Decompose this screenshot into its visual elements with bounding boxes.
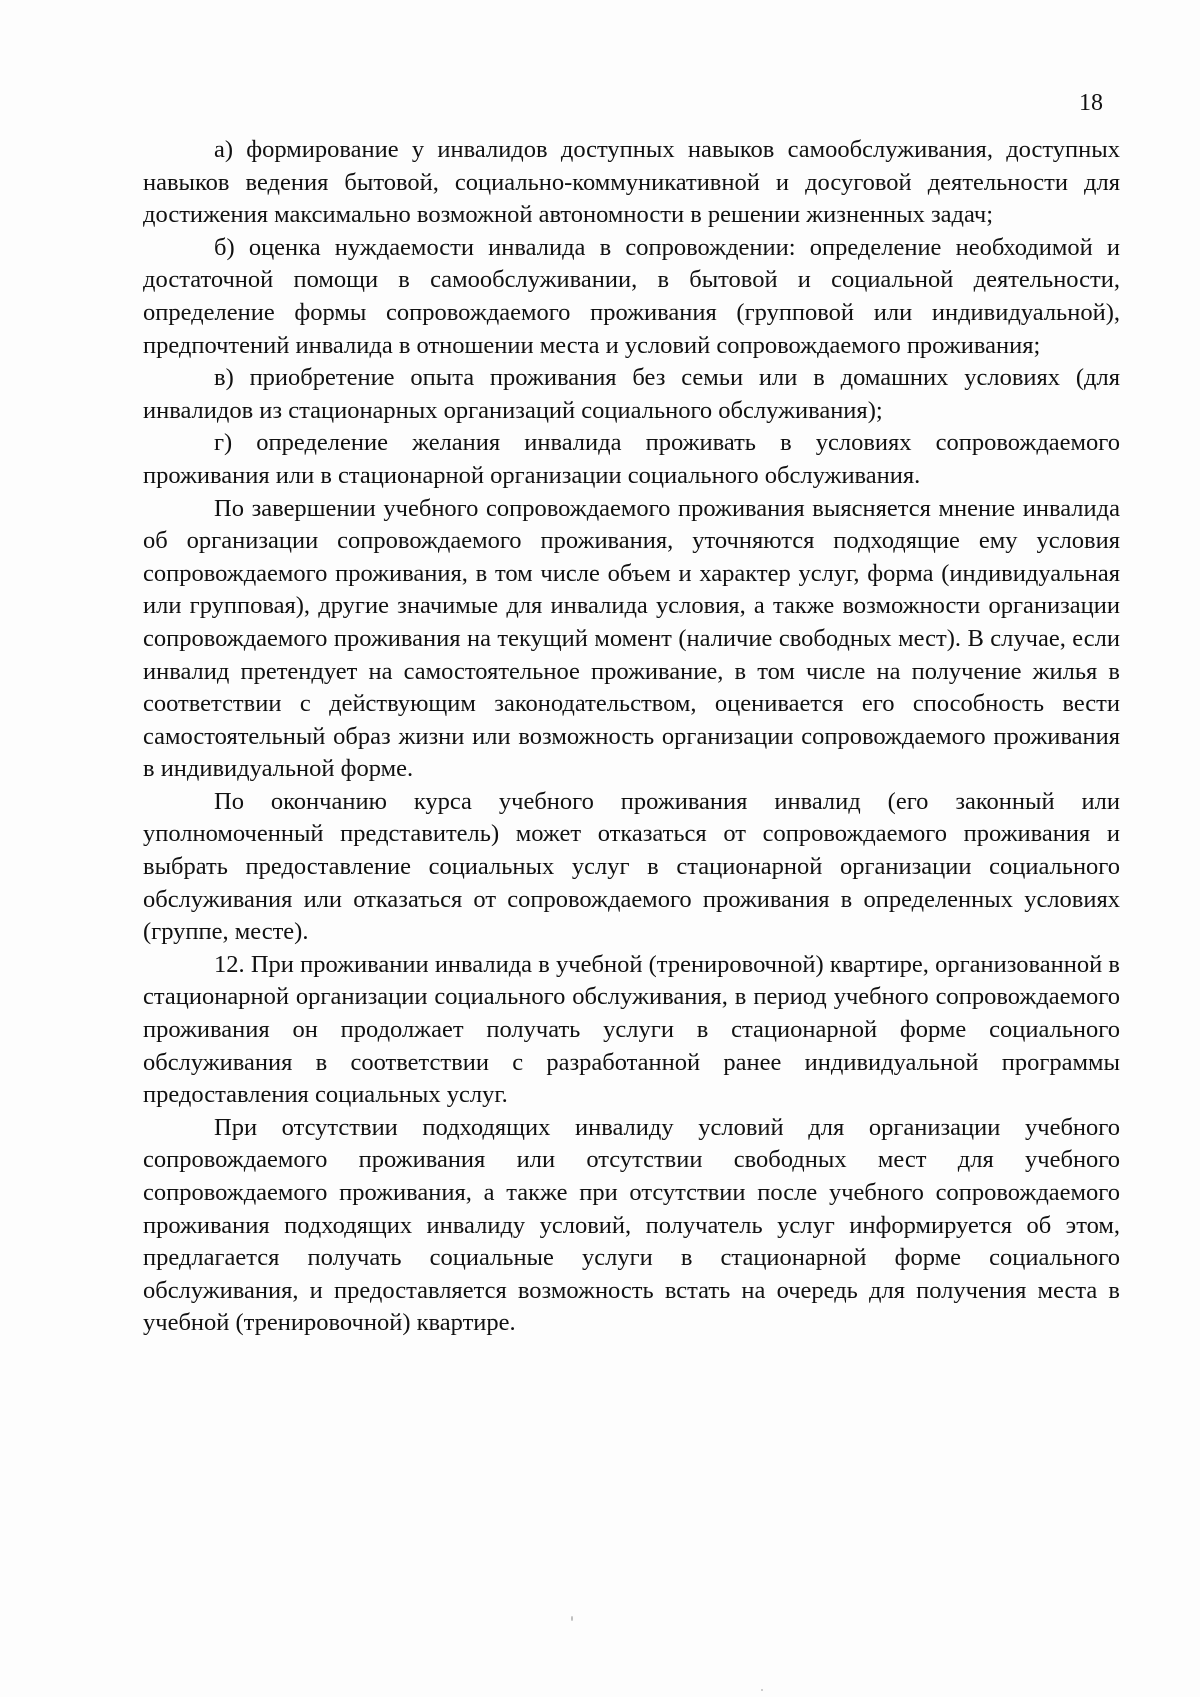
- paragraph-list-item-c: в) приобретение опыта проживания без семьи или в домашних условиях (для инвалидов из стационарных организаций социального обслуживания);: [143, 364, 1120, 424]
- paragraph-no-conditions: При отсутствии подходящих инвалиду условий для организации учебного сопровождаемого проживания или отсутствии свободных мест для учебного сопровождаемого проживания, а также при отсутствии после учебного сопровождаемого проживания подходящих инвалиду условий, получатель услуг информируется об этом, предлагается получать социальные услуги в стационарной форме социального обслуживания, и предоставляется возможность встать на очередь для получения места в учебной (тренировочной) квартире.: [143, 1113, 1120, 1337]
- paragraph-training-completion: По завершении учебного сопровождаемого проживания выясняется мнение инвалида об организации сопровождаемого проживания, уточняются подходящие ему условия сопровождаемого проживания, в том числе объем и характер услуг, форма (индивидуальная или групповая), другие значимые для инвалида условия, а также возможности организации сопровождаемого проживания на текущий момент (наличие свободных мест). В случае, если инвалид претендует на самостоятельное проживание, в том числе на получение жилья в соответствии с действующим законодательством, оценивается его способность вести самостоятельный образ жизни или возможность организации сопровождаемого проживания в индивидуальной форме.: [143, 494, 1120, 783]
- document-body: [143, 134, 1120, 1340]
- paragraph-list-item-d: г) определение желания инвалида проживать в условиях сопровождаемого проживания или в стационарной организации социального обслуживания.: [143, 429, 1120, 489]
- paragraph-refusal-option: По окончанию курса учебного проживания инвалид (его законный или уполномоченный представитель) может отказаться от сопровождаемого проживания и выбрать предоставление социальных услуг в стационарной организации социального обслуживания или отказаться от сопровождаемого проживания в определенных условиях (группе, месте).: [143, 787, 1120, 946]
- paragraph-clause-12: 12. При проживании инвалида в учебной (тренировочной) квартире, организованной в стационарной организации социального обслуживания, в период учебного сопровождаемого проживания он продолжает получать услуги в стационарной форме социального обслуживания в соответствии с разработанной ранее индивидуальной программы предоставления социальных услуг.: [143, 950, 1120, 1109]
- scan-speck: [761, 1689, 763, 1691]
- paragraph-list-item-b: б) оценка нуждаемости инвалида в сопровождении: определение необходимой и достаточной помощи в самообслуживании, в бытовой и социальной деятельности, определение формы сопровождаемого проживания (групповой или индивидуальной), предпочтений инвалида в отношении места и условий сопровождаемого проживания;: [143, 233, 1120, 359]
- paragraph-list-item-a: а) формирование у инвалидов доступных навыков самообслуживания, доступных навыков ведения бытовой, социально-коммуникативной и досуговой деятельности для достижения максимально возможной автономности в решении жизненных задач;: [143, 136, 1120, 229]
- scan-speck: [571, 1616, 573, 1621]
- page-number: 18: [1079, 90, 1103, 116]
